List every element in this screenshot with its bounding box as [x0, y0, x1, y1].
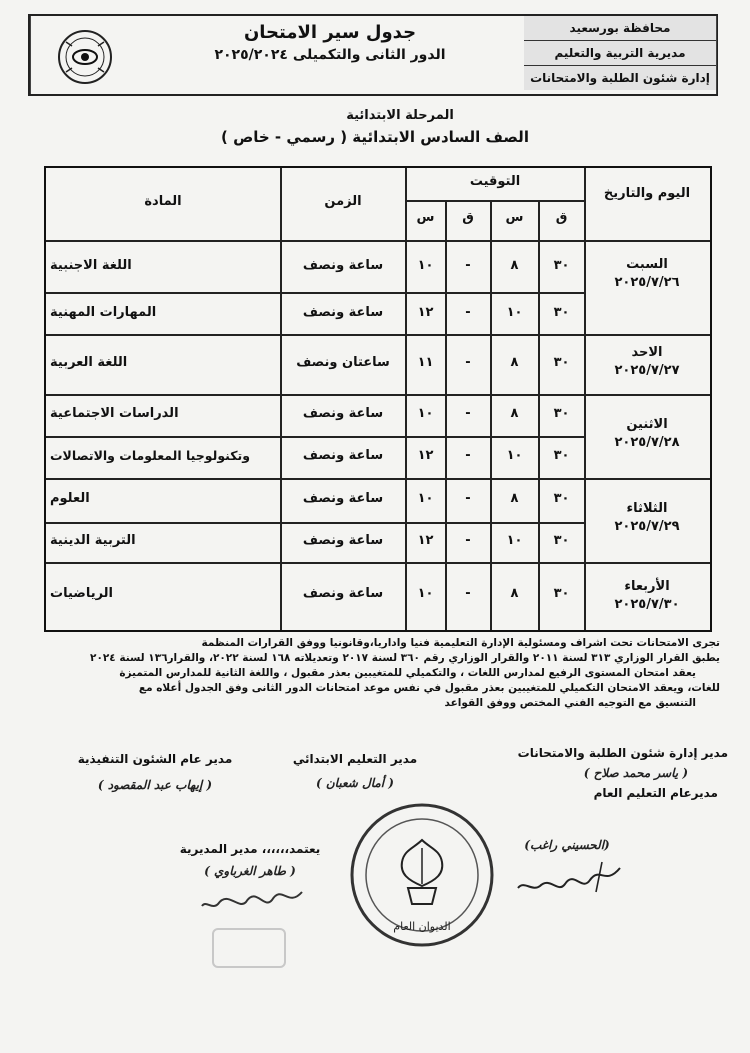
row-subject: اللغة الاجنبية — [50, 258, 132, 273]
row-q2: - — [465, 533, 471, 548]
row-divider — [46, 394, 710, 396]
row-subject: التربية الدينية — [50, 533, 136, 548]
header-duration: الزمن — [324, 194, 362, 209]
row-subject: اللغة العربية — [50, 355, 128, 370]
official-seal-icon — [342, 800, 502, 950]
row-s2: ١٠ — [417, 586, 434, 601]
row-s1: ٨ — [510, 355, 519, 370]
signature-name: (الحسيني راغب) — [524, 838, 610, 852]
page-subtitle: الدور الثانى والتكميلى ٢٠٢٥/٢٠٢٤ — [214, 47, 446, 63]
row-duration: ساعة ونصف — [302, 448, 384, 463]
day-cell — [586, 416, 708, 452]
signature-block-4 — [502, 838, 632, 852]
handwritten-signature-icon — [510, 858, 630, 898]
col-divider — [405, 168, 407, 630]
row-s1: ٨ — [510, 491, 519, 506]
row-duration: ساعة ونصف — [302, 305, 384, 320]
note-line: تجرى الامتحانات تحت اشراف ومسئولية الإدارة التعليمية فنيا واداريا،وقانونيا ووفق القرارات المنظمة — [201, 637, 720, 649]
row-s2: ١١ — [417, 355, 434, 370]
row-divider — [46, 522, 584, 524]
row-s2: ١٠ — [417, 258, 434, 273]
row-divider — [46, 562, 710, 564]
directorate-label: مديرية التربية والتعليم — [524, 41, 716, 66]
row-divider — [46, 478, 710, 480]
row-s1: ٨ — [510, 258, 519, 273]
day-name: الأربعاء — [624, 579, 670, 594]
header-q1: ق — [555, 210, 568, 225]
signature-block-1 — [468, 746, 728, 800]
ministry-logo-icon — [52, 28, 118, 86]
row-subject: الرياضيات — [50, 586, 114, 601]
header-q2: ق — [462, 210, 474, 225]
row-s2: ١٢ — [417, 533, 434, 548]
day-date: ٢٠٢٥/٧/٢٦ — [614, 275, 680, 290]
header-bottom-line — [46, 240, 710, 242]
row-q1: ٣٠ — [553, 491, 570, 506]
row-s1: ١٠ — [506, 305, 523, 320]
col-divider — [584, 168, 586, 630]
signature-block-5 — [150, 842, 350, 878]
row-subject: العلوم — [50, 491, 90, 506]
row-subject: وتكنولوجيا المعلومات والاتصالات — [50, 448, 250, 463]
header-subject: المادة — [144, 194, 182, 209]
header-day-date: اليوم والتاريخ — [603, 186, 691, 201]
stage-label: المرحلة الابتدائية — [346, 108, 454, 123]
header-authority-block — [524, 16, 717, 94]
row-q2: - — [465, 258, 471, 273]
day-name: السبت — [626, 257, 668, 272]
day-date: ٢٠٢٥/٧/٢٧ — [614, 363, 680, 378]
row-s2: ١٢ — [417, 448, 434, 463]
day-cell — [586, 344, 708, 380]
row-s1: ٨ — [510, 586, 519, 601]
day-name: الاثنين — [626, 417, 668, 432]
day-name: الاحد — [631, 345, 663, 360]
row-subject: الدراسات الاجتماعية — [50, 406, 179, 421]
signature-name: ( طاهر الغرباوي ) — [204, 864, 296, 878]
row-q2: - — [465, 355, 471, 370]
day-date: ٢٠٢٥/٧/٢٩ — [614, 519, 680, 534]
seal-text: الديوان العام — [393, 920, 451, 933]
signature-title: مدير التعليم الابتدائي — [292, 752, 418, 766]
note-line: يعقد امتحان المستوى الرفيع لمدارس اللغات ، والتكميلي للمتغيبين بعذر مقبول ، واللغة الثانية للمدارس المتميزة — [119, 667, 696, 679]
row-q1: ٣٠ — [553, 355, 570, 370]
note-line: يطبق القرار الوزاري ٣١٣ لسنة ٢٠١١ والقرار الوزاري رقم ٣٦٠ لسنة ٢٠١٧ وتعديلاته ١٦٨ لسنة ٢٠٢٢، والقرار١٣٦ لسنة ٢٠٢٤ — [90, 652, 720, 664]
signature-title: مدير إدارة شئون الطلبة والامتحانات — [517, 746, 728, 760]
row-s2: ١٠ — [417, 491, 434, 506]
row-q2: - — [465, 448, 471, 463]
row-q1: ٣٠ — [553, 258, 570, 273]
row-q2: - — [465, 305, 471, 320]
row-s1: ٨ — [510, 406, 519, 421]
header-timing: التوقيت — [469, 174, 521, 189]
day-date: ٢٠٢٥/٧/٢٨ — [614, 435, 680, 450]
row-divider — [46, 292, 584, 294]
row-divider — [46, 334, 710, 336]
timing-divider — [405, 200, 584, 202]
row-q1: ٣٠ — [553, 406, 570, 421]
row-q2: - — [465, 406, 471, 421]
row-duration: ساعة ونصف — [302, 491, 384, 506]
header-title-block — [140, 22, 520, 63]
faint-stamp-icon — [212, 928, 286, 968]
day-cell — [586, 256, 708, 292]
signature-block-3 — [60, 752, 250, 792]
header-s2: س — [416, 210, 435, 225]
day-date: ٢٠٢٥/٧/٣٠ — [614, 597, 680, 612]
signature-title: يعتمد،،،،،، مدير المديرية — [179, 842, 321, 856]
row-duration: ساعتان ونصف — [296, 355, 390, 370]
row-duration: ساعة ونصف — [302, 406, 384, 421]
signature-name: ( أمال شعبان ) — [316, 776, 394, 790]
row-q2: - — [465, 586, 471, 601]
signature-subtitle: مديرعام التعليم العام — [593, 786, 718, 800]
row-subject: المهارات المهنية — [50, 305, 157, 320]
schedule-table — [44, 166, 712, 632]
row-q2: - — [465, 491, 471, 506]
signature-name: ( ياسر محمد صلاح ) — [583, 766, 688, 780]
note-line: للغات، ويعقد الامتحان التكميلي للمتغيبين بعذر مقبول في نفس موعد امتحانات الدور الثانى وفق الجدول أعلاه مع — [138, 682, 720, 694]
row-s2: ١٠ — [417, 406, 434, 421]
row-q1: ٣٠ — [553, 448, 570, 463]
signature-title: مدير عام الشئون التنفيذية — [77, 752, 233, 766]
row-divider — [46, 436, 584, 438]
page-title: جدول سير الامتحان — [243, 22, 417, 43]
row-s1: ١٠ — [506, 448, 523, 463]
row-duration: ساعة ونصف — [302, 533, 384, 548]
row-duration: ساعة ونصف — [302, 258, 384, 273]
note-line: التنسيق مع التوجيه الفني المختص ووفق القواعد — [444, 697, 696, 709]
notes-block — [30, 636, 720, 711]
governorate-label: محافظة بورسعيد — [524, 16, 716, 41]
col-divider — [280, 168, 282, 630]
grade-label: الصف السادس الابتدائية ( رسمي - خاص ) — [221, 128, 529, 146]
signature-block-2 — [270, 752, 440, 790]
row-q1: ٣٠ — [553, 305, 570, 320]
row-duration: ساعة ونصف — [302, 586, 384, 601]
day-name: الثلاثاء — [626, 501, 668, 516]
row-q1: ٣٠ — [553, 586, 570, 601]
day-cell — [586, 500, 708, 536]
signature-name: ( إيهاب عبد المقصود ) — [97, 778, 213, 792]
day-cell — [586, 578, 708, 614]
row-s2: ١٢ — [417, 305, 434, 320]
handwritten-signature-icon — [198, 880, 308, 914]
header-s1: س — [505, 210, 524, 225]
row-s1: ١٠ — [506, 533, 523, 548]
department-label: إدارة شئون الطلبة والامتحانات — [524, 66, 716, 90]
row-q1: ٣٠ — [553, 533, 570, 548]
